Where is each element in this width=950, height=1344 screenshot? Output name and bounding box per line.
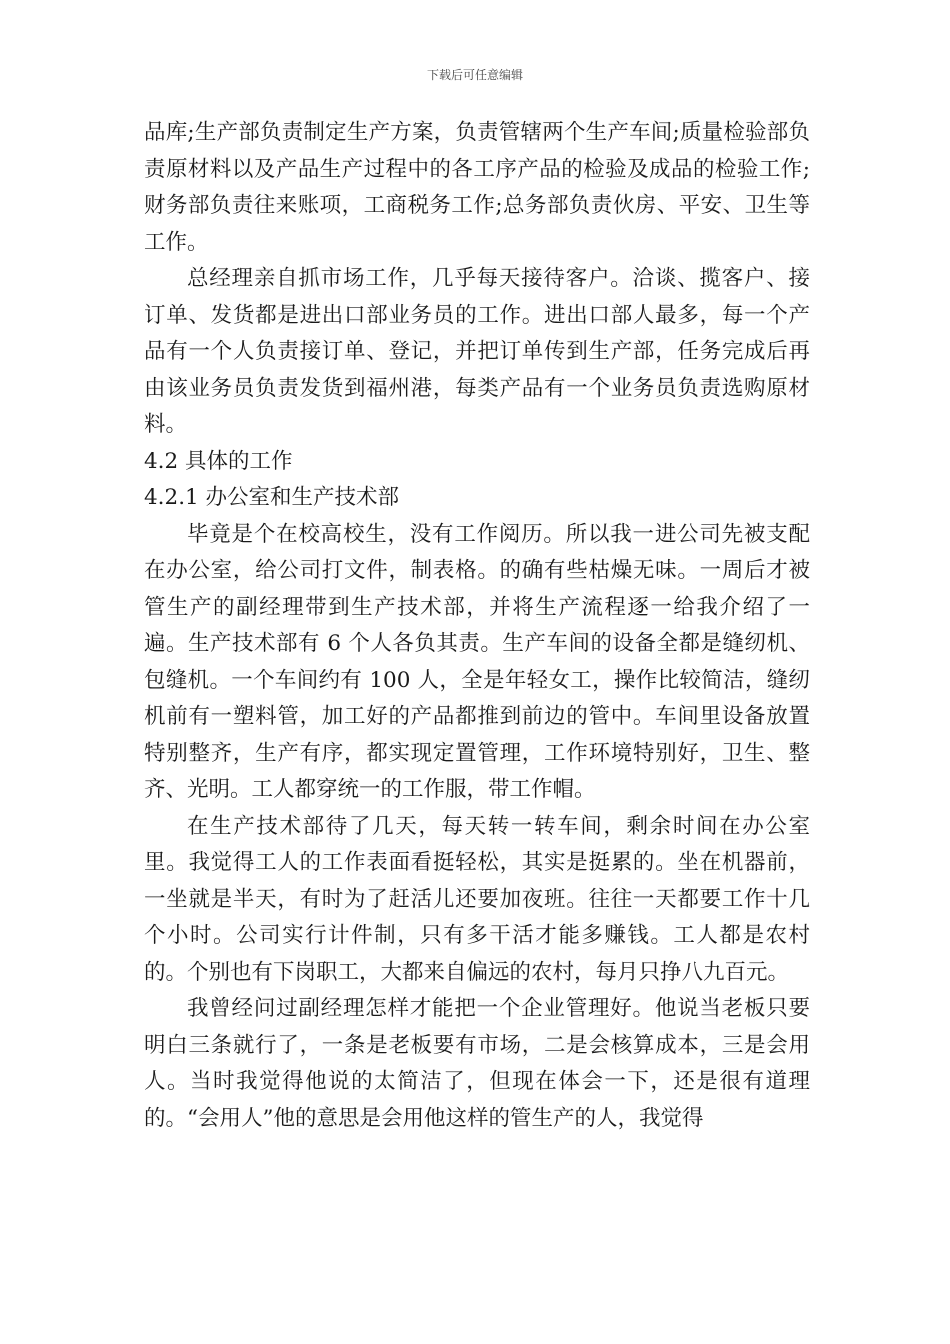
section-heading-4-2-1: 4.2.1 办公室和生产技术部 <box>144 485 400 510</box>
section-heading-4-2: 4.2 具体的工作 <box>144 448 293 474</box>
paragraph-general-manager: 总经理亲自抓市场工作，几乎每天接待客户。洽谈、揽客户、接订单、发货都是进出口部业务员的工作。进出口部人最多，每一个产品有一个人负责接订单、登记，并把订单传到生产部，任务完成后再由该业务员负责发货到福州港，每类产品有一个业务员负责选购原材料。 <box>144 266 810 437</box>
page-header: 下载后可任意编辑 <box>426 68 523 82</box>
paragraph-management: 我曾经问过副经理怎样才能把一个企业管理好。他说当老板只要明白三条就行了，一条是老板要有市场，二是会核算成本，三是会用人。当时我觉得他说的太简洁了，但现在体会一下，还是很有道理的。“会用人”他的意思是会用他这样的管生产的人，我觉得 <box>144 996 810 1131</box>
paragraph-office-work: 毕竟是个在校高校生，没有工作阅历。所以我一进公司先被支配在办公室，给公司打文件，制表格。的确有些枯燥无味。一周后才被管生产的副经理带到生产技术部，并将生产流程逐一给我介绍了一遍。生产技术部有 6 个人各负其责。生产车间的设备全都是缝纫机、包缝机。一个车间约有 100 人，全是年轻女工，操作比较简洁，缝纫机前有一塑料管，加工好的产品都推到前边的管中。车间里设备放置特别整齐，生产有序，都实现定置管理，工作环境特别好，卫生、整齐、光明。工人都穿统一的工作服，带工作帽。 <box>144 521 810 802</box>
document-body <box>144 115 810 1137</box>
paragraph-departments: 品库;生产部负责制定生产方案，负责管辖两个生产车间;质量检验部负责原材料以及产品生产过程中的各工序产品的检验及成品的检验工作;财务部负责往来账项，工商税务工作;总务部负责伙房、平安、卫生等工作。 <box>144 120 810 255</box>
paragraph-workshop: 在生产技术部待了几天，每天转一转车间，剩余时间在办公室里。我觉得工人的工作表面看挺轻松，其实是挺累的。坐在机器前，一坐就是半天，有时为了赶活儿还要加夜班。往往一天都要工作十几个小时。公司实行计件制，只有多干活才能多赚钱。工人都是农村的。个别也有下岗职工，大都来自偏远的农村，每月只挣八九百元。 <box>144 813 810 985</box>
